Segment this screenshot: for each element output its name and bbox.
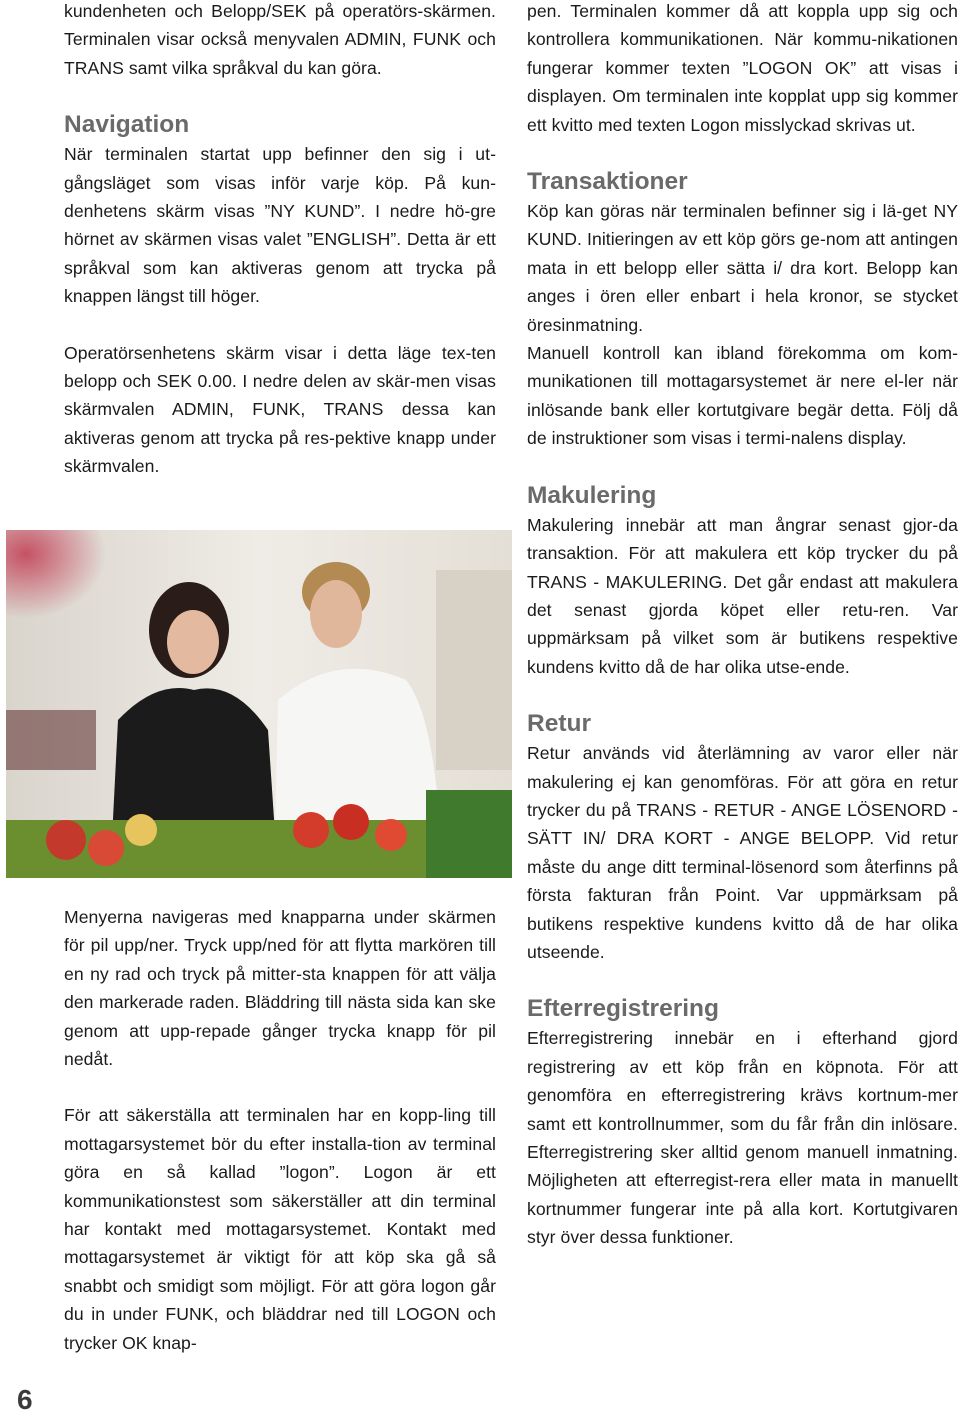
transaktioner-paragraph-1: Köp kan göras när terminalen befinner sig i lä-get NY KUND. Initieringen av ett köp görs ge-nom att antingen mata in ett belopp eller sätta i/ dra kort. Belopp kan anges i ören eller enbart i hela kronor, se stycket öresinmatning. [527,201,958,335]
left-column-top [64,0,496,481]
logon-paragraph: För att säkerställa att terminalen har en kopp-ling till mottagarsystemet bör du efter installa-tion av terminal göra en så kallad ”logon”. Logon är ett kommunikationstest som säkerställer att din terminal har kontakt med mottagarsystemet. Kontakt med mottagarsystemet är viktigt för att köp ska gå så snabbt och smidigt som möjligt. För att göra logon går du in under FUNK, och bläddrar ned till LOGON och trycker OK knap- [64,1105,496,1353]
makulering-heading: Makulering [527,481,657,509]
transaktioner-heading: Transaktioner [527,168,688,196]
retur-heading: Retur [527,710,591,738]
logon-continuation-paragraph: pen. Terminalen kommer då att koppla upp sig och kontrollera kommunikationen. När kommu-nikationen fungerar kommer texten ”LOGON OK” att visas i displayen. Om terminalen inte kopplat upp sig kommer ett kvitto med texten Logon misslyckad skrivas ut. [527,1,958,135]
efterregistrering-paragraph: Efterregistrering innebär en i efterhand gjord registrering av ett köp från en köpnota. För att genomföra en efterregistrering krävs kortnum-mer samt ett kontrollnummer, som du får från din inlösare. Efterregistrering sker alltid genom manuell inmatning. Möjligheten att efterregist-rera eller mata in manuellt kortnummer fungerar inte på alla kort. Kortutgivaren styr över dessa funktioner. [527,1028,958,1248]
navigation-paragraph-2: Operatörsenhetens skärm visar i detta läge tex-ten belopp och SEK 0.00. I nedre delen av skär-men visas skärmvalen ADMIN, FUNK, TRANS dessa kan aktiveras genom att trycka på res-pektive knapp under skärmvalen. [64,342,496,477]
menu-navigation-paragraph: Menyerna navigeras med knapparna under skärmen för pil upp/ner. Tryck upp/ned för att flytta markören till en ny rad och tryck på mitter-sta knappen för att välja den markerade raden. Bläddring till nästa sida kan ske genom att upp-repade gånger trycka knapp för pil nedåt. [64,907,496,1070]
page-number: 6 [17,1384,33,1415]
navigation-paragraph-1: När terminalen startat upp befinner den sig i ut-gångsläget som visas inför varje köp. På kun-denhetens skärm visas ”NY KUND”. I nedre hö-gre hörnet av skärmen visas valet ”ENGLISH”. Detta är ett språkval som kan aktiveras genom att trycka på knappen längst till höger. [64,144,496,307]
store-couple-photo [6,530,512,878]
makulering-paragraph: Makulering innebär att man ångrar senast gjor-da transaktion. För att makulera ett köp trycker du på TRANS - MAKULERING. Det går endast att makulera det senast gjorda köpet eller retu-ren. Var uppmärksam på vilket som är butikens respektive kundens kvitto då de har olika utse-ende. [527,514,958,677]
intro-paragraph: kundenheten och Belopp/SEK på operatörs-skärmen. Terminalen visar också menyvalen ADMIN, FUNK och TRANS samt vilka språkval du kan göra. [64,1,496,78]
efterregistrering-heading: Efterregistrering [527,995,719,1023]
right-column [527,0,958,1252]
navigation-heading: Navigation [64,111,190,139]
retur-paragraph: Retur används vid återlämning av varor eller när makulering ej kan genomföras. För att göra en retur trycker du på TRANS - RETUR - ANGE LÖSENORD - SÄTT IN/ DRA KORT - ANGE BELOPP. Vid retur måste du ange ditt terminal-lösenord som återfinns på första fakturan från Point. Var uppmärksam på butikens respektive kundens kvitto då de har olika utseende. [527,743,958,962]
transaktioner-paragraph-2: Manuell kontroll kan ibland förekomma om kom-munikationen till mottagarsystemet är nere el-ler när inlösande bank eller kortutgivare begär detta. Följ då de instruktioner som visas i termi-nalens display. [527,343,958,449]
left-column-bottom [64,903,496,1357]
